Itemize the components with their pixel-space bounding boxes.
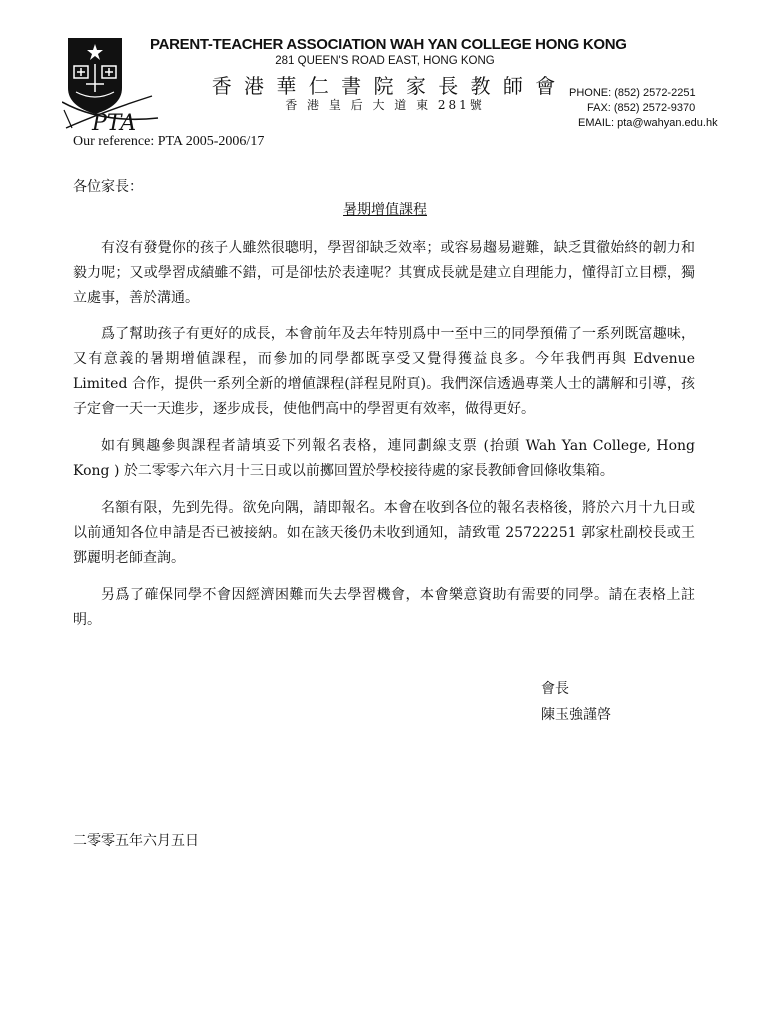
svg-text:PTA: PTA: [92, 111, 137, 132]
letter-date: 二零零五年六月五日: [73, 833, 199, 849]
contact-fax: FAX: (852) 2572-9370: [587, 102, 696, 114]
body-paragraph-2: 爲了幫助孩子有更好的成長，本會前年及去年特別爲中一至中三的同學預備了一系列既富趣味，又有意義的暑期增値課程，而參加的同學都既享受又覺得獲益良多。今年我們再與 Edvenue Limited 合作，提供一系列全新的增値課程(詳程見附頁)。我們深信透過專業人士的講解和引導，孩子定會一天一天進步，逐步成長，使他們高中的學習更有效率，做得更好。: [73, 326, 695, 417]
org-name: PARENT-TEACHER ASSOCIATION WAH YAN COLLEGE HONG KONG: [150, 36, 627, 53]
body-paragraph-3: 如有興趣參與課程者請填妥下列報名表格，連同劃線支票 (抬頭 Wah Yan College, Hong Kong ) 於二零零六年六月十三日或以前擲回置於學校接待處的家長教師會回條收集箱。: [73, 438, 695, 479]
body-paragraph-1: 有沒有發覺你的孩子人雖然很聰明，學習卻缺乏效率；或容易趨易避難，缺乏貫徹始終的韌力和毅力呢；又或學習成績雖不錯，可是卻怯於表達呢？其實成長就是建立自理能力，懂得訂立目標，獨立處事，善於溝通。: [73, 240, 695, 306]
letter-salutation: 各位家長：: [73, 179, 143, 195]
org-address-chinese: 香 港 皇 后 大 道 東 281號: [285, 98, 485, 112]
signature-title: 會長: [541, 681, 569, 697]
signature-name: 陳玉強謹啓: [541, 707, 611, 723]
contact-phone: PHONE: (852) 2572-2251: [569, 87, 696, 99]
signature-block: [541, 676, 611, 728]
letter-reference: Our reference: PTA 2005-2006/17: [73, 134, 265, 149]
school-crest-logo: [62, 32, 162, 132]
letter-subject: 暑期增值課程: [343, 202, 427, 218]
org-address: 281 QUEEN'S ROAD EAST, HONG KONG: [275, 55, 495, 67]
org-name-chinese: 香 港 華 仁 書 院 家 長 教 師 會: [211, 74, 559, 98]
contact-email: EMAIL: pta@wahyan.edu.hk: [578, 117, 718, 129]
contact-block: [560, 86, 735, 131]
body-paragraph-4: 名額有限，先到先得。欲免向隅，請即報名。本會在收到各位的報名表格後，將於六月十九日或以前通知各位申請是否已被接納。如在該天後仍未收到通知，請致電 25722251 郭家杜副校長或王鄧麗明老師查詢。: [73, 500, 695, 566]
body-paragraph-5: 另爲了確保同學不會因經濟困難而失去學習機會，本會樂意資助有需要的同學。請在表格上註明。: [73, 587, 695, 628]
